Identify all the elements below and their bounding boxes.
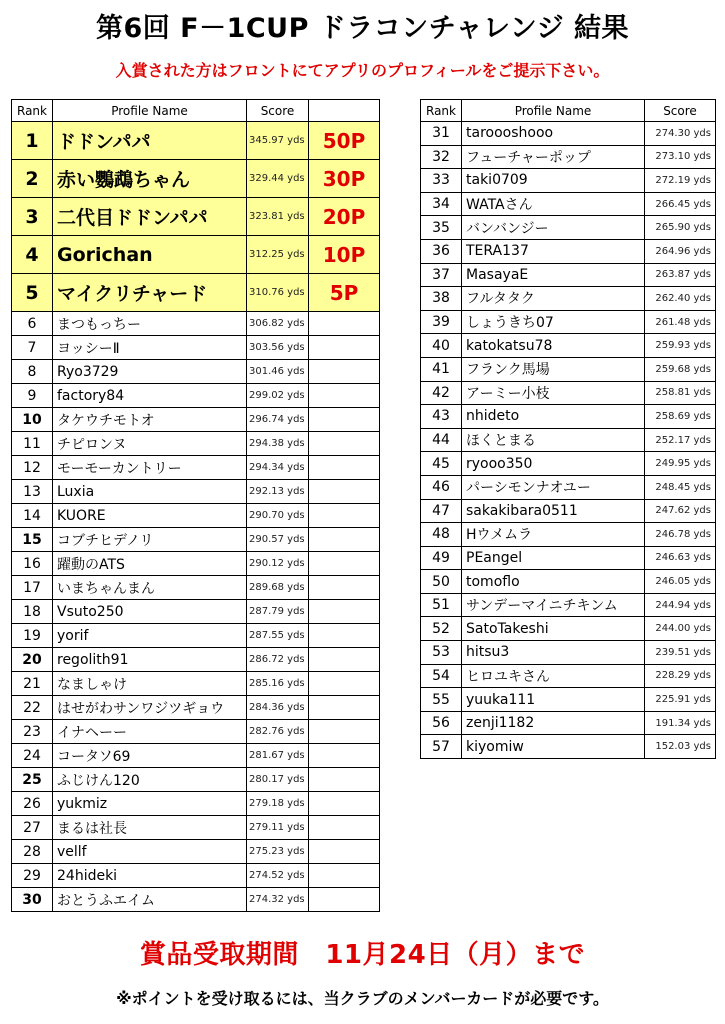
rank-cell: 6 [12,312,53,336]
profile-name-cell: フルタタク [462,287,645,311]
rank-cell: 11 [12,432,53,456]
table-row [12,840,380,864]
table-row [12,768,380,792]
profile-name-cell: MasayaE [462,263,645,287]
rank-cell: 33 [421,169,462,193]
profile-name-cell: regolith91 [53,648,247,672]
table-row [12,864,380,888]
points-cell [309,816,380,840]
rank-cell: 20 [12,648,53,672]
results-table-right [420,99,716,759]
rank-cell: 4 [12,236,53,274]
prize-row [12,160,380,198]
table-row [12,360,380,384]
points-cell [309,576,380,600]
score-cell: 294.38 yds [247,432,309,456]
score-cell: 310.76 yds [247,274,309,312]
page-title: 第6回 F－1CUP ドラコンチャレンジ 結果 [95,13,630,44]
profile-name-cell: まるは社長 [53,816,247,840]
profile-name-cell: マイクリチャード [53,274,247,312]
rank-cell: 34 [421,192,462,216]
score-cell: 345.97 yds [247,122,309,160]
score-cell: 299.02 yds [247,384,309,408]
table-row [421,546,716,570]
rank-cell: 54 [421,664,462,688]
profile-name-cell: yuuka111 [462,688,645,712]
points-cell [309,384,380,408]
rank-cell: 35 [421,216,462,240]
rank-cell: 25 [12,768,53,792]
table-row [421,263,716,287]
rank-cell: 39 [421,310,462,334]
prize-row [12,236,380,274]
profile-name-cell: ほくとまる [462,428,645,452]
score-cell: 282.76 yds [247,720,309,744]
score-cell: 272.19 yds [645,169,716,193]
score-cell: 249.95 yds [645,452,716,476]
score-cell: 252.17 yds [645,428,716,452]
score-cell: 287.55 yds [247,624,309,648]
score-cell: 152.03 yds [645,735,716,759]
table-row [12,552,380,576]
table-row [421,475,716,499]
score-cell: 246.78 yds [645,523,716,547]
points-cell [309,480,380,504]
rank-cell: 45 [421,452,462,476]
points-cell [309,432,380,456]
score-cell: 287.79 yds [247,600,309,624]
profile-name-cell: コータソ69 [53,744,247,768]
rank-cell: 50 [421,570,462,594]
profile-name-cell: バンバンジー [462,216,645,240]
table-row [421,381,716,405]
rank-column-header: Rank [12,100,53,122]
profile-name-cell: factory84 [53,384,247,408]
profile-name-cell: hitsu3 [462,641,645,665]
profile-name-cell: Hウメムラ [462,523,645,547]
score-cell: 273.10 yds [645,145,716,169]
points-cell [309,744,380,768]
rank-cell: 44 [421,428,462,452]
rank-cell: 21 [12,672,53,696]
profile-name-cell: sakakibara0511 [462,499,645,523]
points-cell [309,840,380,864]
score-cell: 266.45 yds [645,192,716,216]
profile-name-cell: kiyomiw [462,735,645,759]
profile-name-cell: ふじけん120 [53,768,247,792]
profile-name-cell: vellf [53,840,247,864]
score-cell: 263.87 yds [645,263,716,287]
table-row [12,456,380,480]
rank-cell: 30 [12,888,53,912]
profile-name-cell: コブチヒデノリ [53,528,247,552]
profile-name-cell: フューチャーポップ [462,145,645,169]
table-header-row [421,100,716,122]
table-row [12,528,380,552]
rank-cell: 32 [421,145,462,169]
score-cell: 284.36 yds [247,696,309,720]
rank-cell: 52 [421,617,462,641]
rank-cell: 53 [421,641,462,665]
table-row [12,384,380,408]
rank-cell: 9 [12,384,53,408]
score-cell: 290.70 yds [247,504,309,528]
profile-name-cell: yorif [53,624,247,648]
table-row [12,504,380,528]
rank-cell: 26 [12,792,53,816]
profile-name-cell: yukmiz [53,792,247,816]
table-row [421,169,716,193]
score-cell: 301.46 yds [247,360,309,384]
profile-name-cell: Luxia [53,480,247,504]
score-cell: 244.94 yds [645,593,716,617]
profile-name-cell: Gorichan [53,236,247,274]
points-cell [309,336,380,360]
score-cell: 274.30 yds [645,122,716,146]
prize-row [12,198,380,236]
table-row [12,888,380,912]
score-cell: 261.48 yds [645,310,716,334]
score-cell: 323.81 yds [247,198,309,236]
profile-name-cell: Vsuto250 [53,600,247,624]
table-row [421,122,716,146]
points-cell: 20P [309,198,380,236]
points-cell [309,792,380,816]
rank-cell: 38 [421,287,462,311]
profile-name-cell: katokatsu78 [462,334,645,358]
rank-cell: 15 [12,528,53,552]
rank-cell: 14 [12,504,53,528]
score-cell: 239.51 yds [645,641,716,665]
score-cell: 244.00 yds [645,617,716,641]
rank-cell: 28 [12,840,53,864]
profile-name-cell: 赤い鸚鵡ちゃん [53,160,247,198]
score-cell: 290.57 yds [247,528,309,552]
points-cell [309,552,380,576]
rank-cell: 13 [12,480,53,504]
profile-name-cell: KUORE [53,504,247,528]
profile-name-cell: まつもっちー [53,312,247,336]
score-cell: 259.68 yds [645,357,716,381]
table-row [12,720,380,744]
rank-cell: 17 [12,576,53,600]
score-cell: 275.23 yds [247,840,309,864]
points-cell: 50P [309,122,380,160]
points-cell [309,600,380,624]
points-cell: 5P [309,274,380,312]
score-cell: 294.34 yds [247,456,309,480]
profile-name-cell: ヒロユキさん [462,664,645,688]
points-cell: 10P [309,236,380,274]
rank-cell: 31 [421,122,462,146]
profile-name-cell: tomoflo [462,570,645,594]
rank-cell: 2 [12,160,53,198]
table-row [421,239,716,263]
table-row [421,664,716,688]
score-cell: 246.05 yds [645,570,716,594]
points-cell: 30P [309,160,380,198]
profile-name-cell: 躍動のATS [53,552,247,576]
profile-name-cell: nhideto [462,405,645,429]
profile-name-cell: はせがわサンワジツギョウ [53,696,247,720]
table-row [421,310,716,334]
table-row [421,593,716,617]
rank-cell: 1 [12,122,53,160]
score-cell: 274.32 yds [247,888,309,912]
profile-name-cell: イナヘーー [53,720,247,744]
rank-cell: 41 [421,357,462,381]
prize-row [12,274,380,312]
rank-cell: 8 [12,360,53,384]
rank-cell: 29 [12,864,53,888]
profile-name-cell: zenji1182 [462,711,645,735]
score-cell: 225.91 yds [645,688,716,712]
table-row [12,624,380,648]
points-cell [309,720,380,744]
profile-name-cell: SatoTakeshi [462,617,645,641]
profile-name-cell: ryooo350 [462,452,645,476]
table-row [421,617,716,641]
points-cell [309,672,380,696]
score-cell: 262.40 yds [645,287,716,311]
profile-name-cell: 二代目ドドンパパ [53,198,247,236]
points-cell [309,696,380,720]
table-row [12,432,380,456]
score-column-header: Score [247,100,309,122]
rank-cell: 19 [12,624,53,648]
score-cell: 306.82 yds [247,312,309,336]
score-column-header: Score [645,100,716,122]
rank-cell: 47 [421,499,462,523]
score-cell: 258.81 yds [645,381,716,405]
rank-cell: 27 [12,816,53,840]
rank-cell: 42 [421,381,462,405]
score-cell: 264.96 yds [645,239,716,263]
rank-cell: 56 [421,711,462,735]
rank-cell: 5 [12,274,53,312]
profile-name-cell: Ryo3729 [53,360,247,384]
table-row [12,696,380,720]
score-cell: 246.63 yds [645,546,716,570]
rank-cell: 37 [421,263,462,287]
score-cell: 303.56 yds [247,336,309,360]
table-row [421,145,716,169]
profile-name-cell: サンデーマイニチキンム [462,593,645,617]
prize-period-notice: 賞品受取期間 11月24日（月）まで [139,940,586,970]
score-cell: 286.72 yds [247,648,309,672]
points-cell [309,408,380,432]
points-cell [309,504,380,528]
table-row [421,688,716,712]
profile-name-cell: TERA137 [462,239,645,263]
table-row [12,480,380,504]
score-cell: 290.12 yds [247,552,309,576]
table-row [421,452,716,476]
table-row [421,711,716,735]
table-row [12,336,380,360]
profile-name-cell: 24hideki [53,864,247,888]
points-cell [309,864,380,888]
profile-name-cell: いまちゃんまん [53,576,247,600]
table-row [421,334,716,358]
score-cell: 281.67 yds [247,744,309,768]
profile-name-cell: WATAさん [462,192,645,216]
score-cell: 312.25 yds [247,236,309,274]
page-subtitle: 入賞された方はフロントにてアプリのプロフィールをご提示下さい。 [115,61,610,80]
table-row [12,408,380,432]
profile-name-cell: アーミー小枝 [462,381,645,405]
score-cell: 259.93 yds [645,334,716,358]
points-cell [309,648,380,672]
results-table-left [11,99,380,912]
score-cell: 248.45 yds [645,475,716,499]
table-row [421,641,716,665]
profile-name-cell: なましゃけ [53,672,247,696]
table-row [12,672,380,696]
points-cell [309,528,380,552]
table-row [421,192,716,216]
name-column-header: Profile Name [462,100,645,122]
score-cell: 265.90 yds [645,216,716,240]
member-card-note: ※ポイントを受け取るには、当クラブのメンバーカードが必要です。 [116,989,609,1008]
score-cell: 285.16 yds [247,672,309,696]
table-row [421,570,716,594]
table-row [421,523,716,547]
rank-cell: 7 [12,336,53,360]
profile-name-cell: しょうきち07 [462,310,645,334]
rank-cell: 49 [421,546,462,570]
rank-cell: 16 [12,552,53,576]
table-row [421,735,716,759]
points-cell [309,456,380,480]
points-cell [309,360,380,384]
score-cell: 247.62 yds [645,499,716,523]
profile-name-cell: taroooshooo [462,122,645,146]
rank-cell: 51 [421,593,462,617]
profile-name-cell: ヨッシーⅡ [53,336,247,360]
points-column-header [309,100,380,122]
table-row [421,405,716,429]
score-cell: 289.68 yds [247,576,309,600]
table-row [12,792,380,816]
table-row [421,357,716,381]
score-cell: 258.69 yds [645,405,716,429]
table-row [421,428,716,452]
profile-name-cell: ドドンパパ [53,122,247,160]
points-cell [309,624,380,648]
rank-cell: 36 [421,239,462,263]
rank-cell: 10 [12,408,53,432]
score-cell: 279.18 yds [247,792,309,816]
profile-name-cell: PEangel [462,546,645,570]
name-column-header: Profile Name [53,100,247,122]
score-cell: 228.29 yds [645,664,716,688]
table-row [12,744,380,768]
score-cell: 296.74 yds [247,408,309,432]
table-header-row [12,100,380,122]
table-row [421,216,716,240]
rank-column-header: Rank [421,100,462,122]
rank-cell: 43 [421,405,462,429]
points-cell [309,768,380,792]
table-row [12,576,380,600]
profile-name-cell: チピロンヌ [53,432,247,456]
profile-name-cell: おとうふエイム [53,888,247,912]
score-cell: 292.13 yds [247,480,309,504]
profile-name-cell: モーモーカントリー [53,456,247,480]
rank-cell: 46 [421,475,462,499]
rank-cell: 23 [12,720,53,744]
points-cell [309,312,380,336]
rank-cell: 18 [12,600,53,624]
score-cell: 280.17 yds [247,768,309,792]
profile-name-cell: パーシモンナオユー [462,475,645,499]
table-row [421,499,716,523]
rank-cell: 3 [12,198,53,236]
rank-cell: 24 [12,744,53,768]
score-cell: 191.34 yds [645,711,716,735]
profile-name-cell: タケウチモトオ [53,408,247,432]
points-cell [309,888,380,912]
rank-cell: 12 [12,456,53,480]
prize-row [12,122,380,160]
table-row [12,816,380,840]
score-cell: 329.44 yds [247,160,309,198]
score-cell: 279.11 yds [247,816,309,840]
rank-cell: 57 [421,735,462,759]
profile-name-cell: taki0709 [462,169,645,193]
table-row [421,287,716,311]
score-cell: 274.52 yds [247,864,309,888]
rank-cell: 48 [421,523,462,547]
table-row [12,312,380,336]
rank-cell: 40 [421,334,462,358]
profile-name-cell: フランク馬場 [462,357,645,381]
table-row [12,600,380,624]
table-row [12,648,380,672]
rank-cell: 22 [12,696,53,720]
rank-cell: 55 [421,688,462,712]
